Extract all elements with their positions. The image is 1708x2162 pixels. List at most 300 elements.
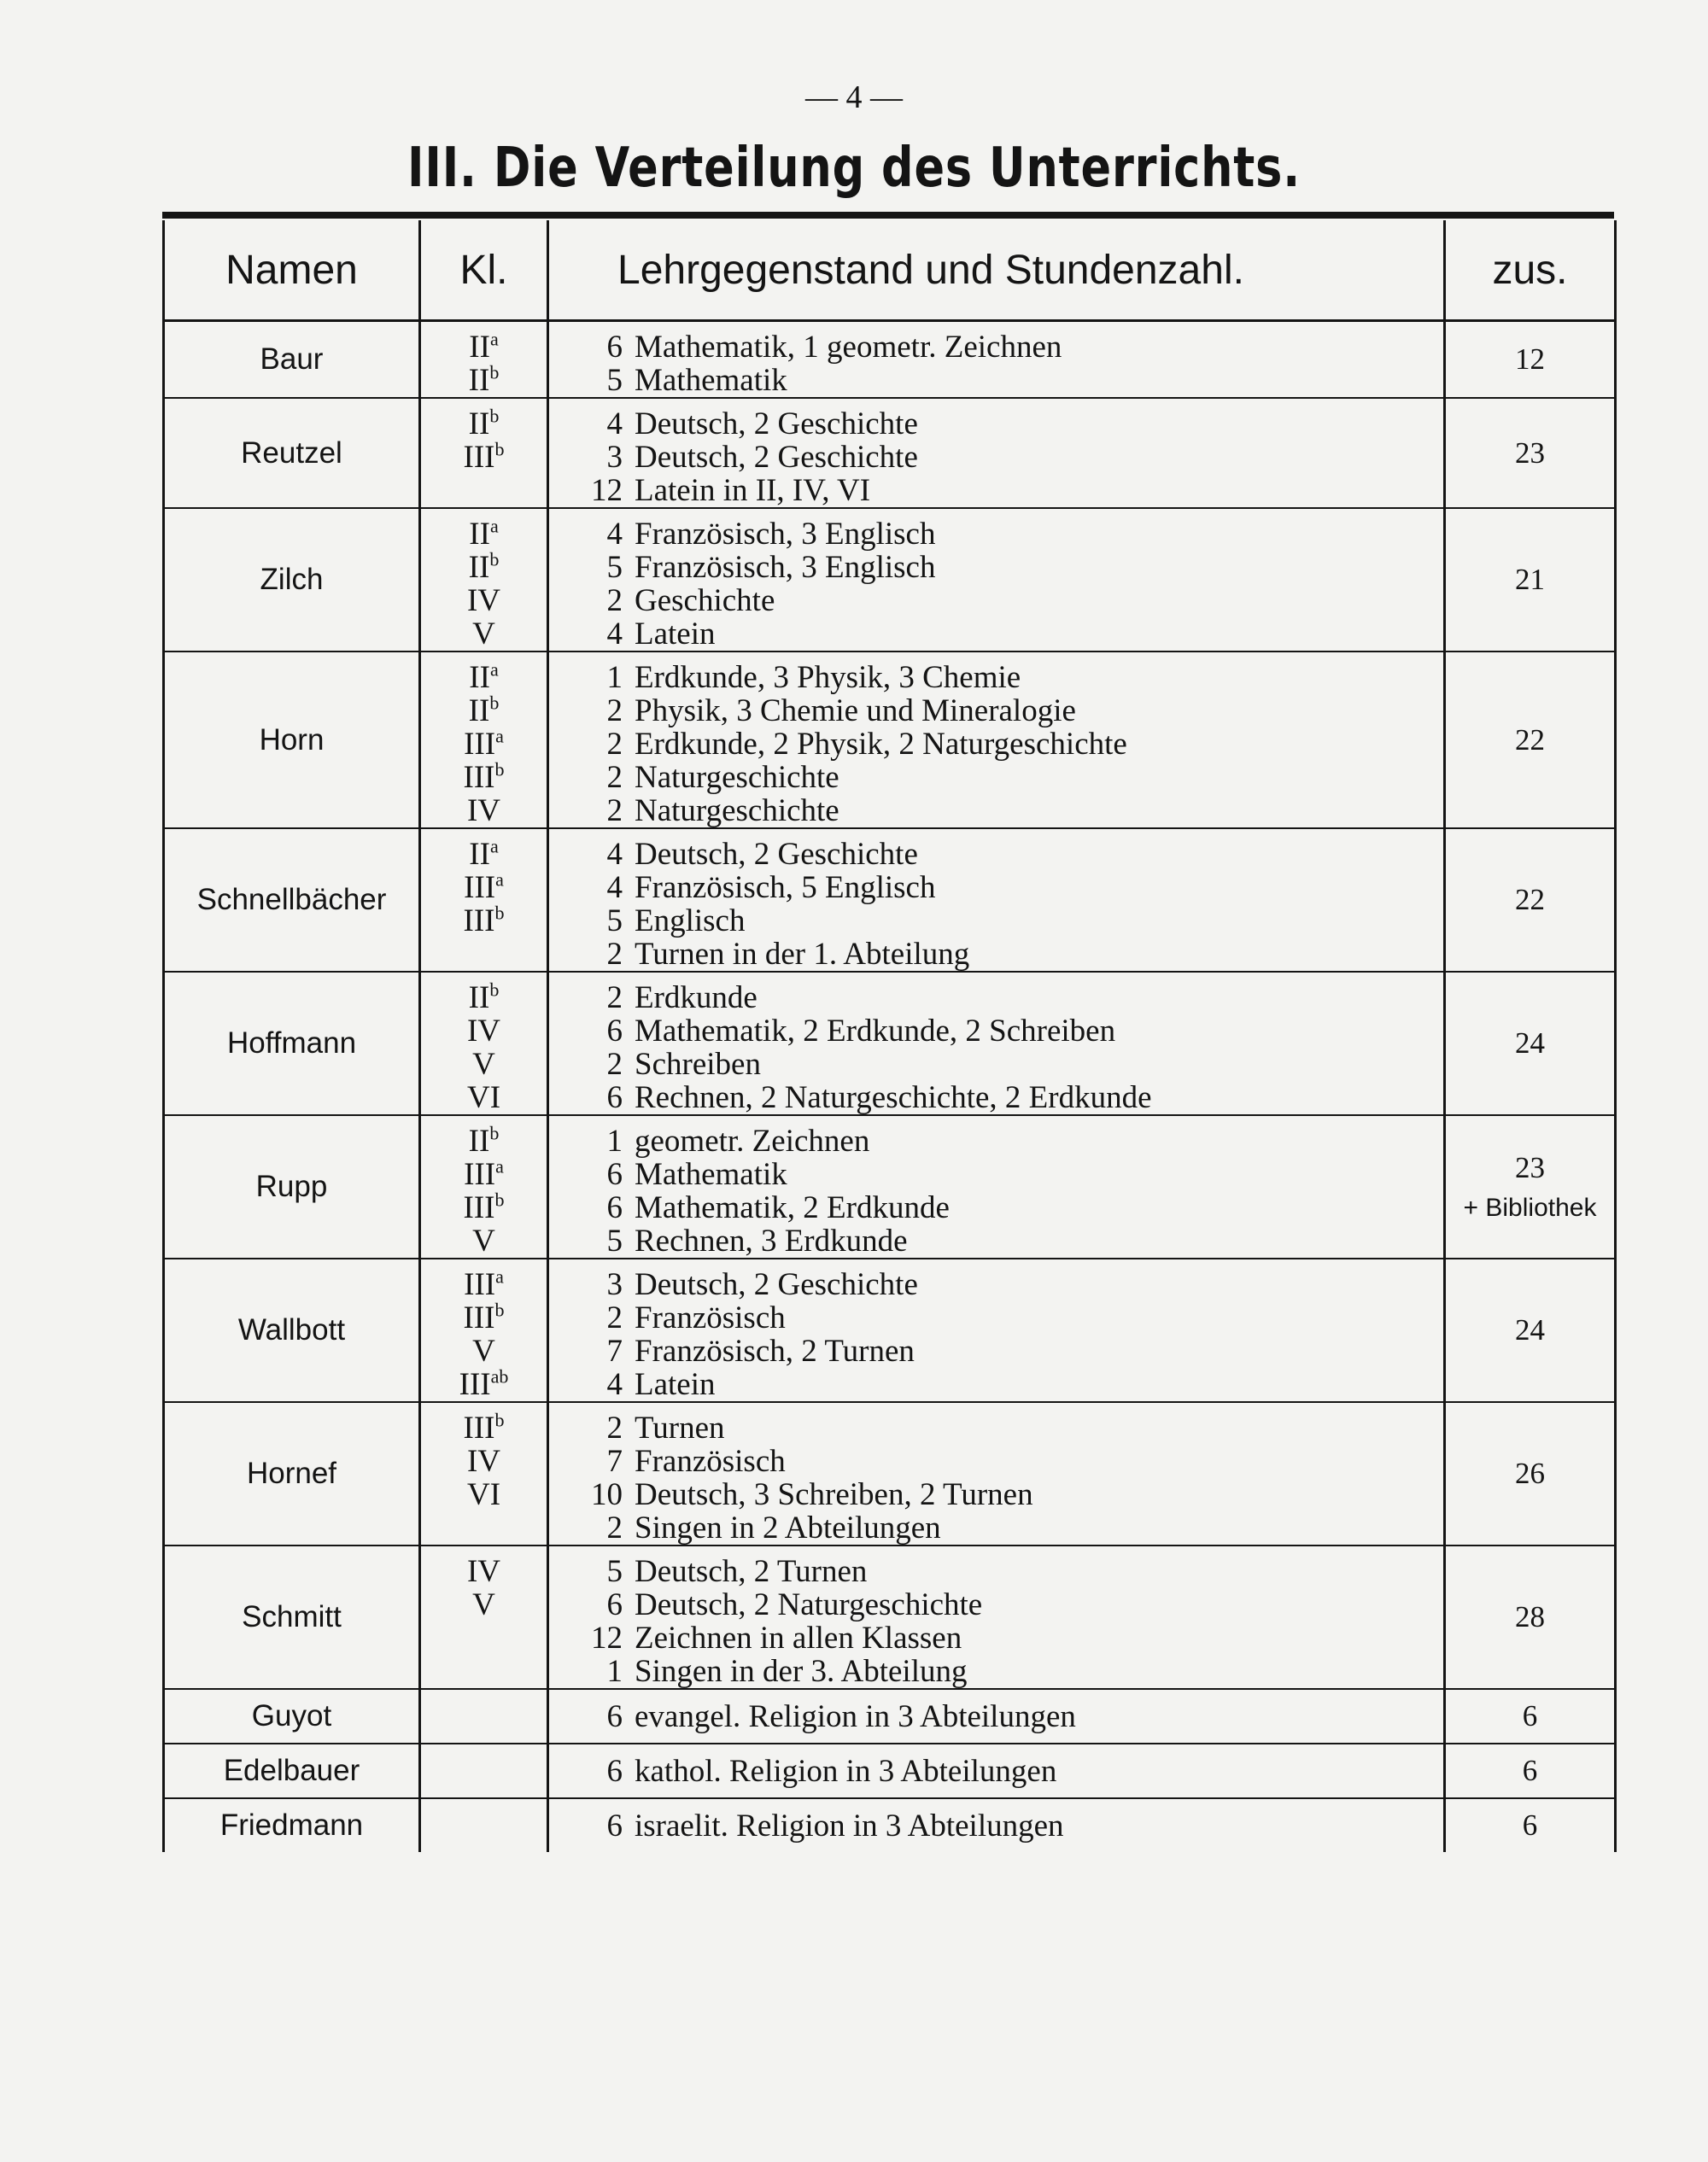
subject-text: Latein in II, IV, VI (635, 473, 871, 508)
class-label (421, 1365, 547, 1402)
class-cell (420, 1402, 548, 1546)
subject-text: Mathematik, 1 geometr. Zeichnen (635, 330, 1062, 365)
class-label (421, 407, 547, 441)
header-subject: Lehrgegenstand und Stundenzahl. (548, 220, 1445, 321)
class-base: III (464, 870, 496, 905)
class-section: b (494, 438, 505, 460)
total-hours: 26 (1515, 1457, 1545, 1490)
total-cell (1445, 1402, 1616, 1546)
subject-line (580, 1655, 1443, 1688)
subject-line (580, 1622, 1443, 1655)
class-label (421, 1411, 547, 1445)
total-hours: 23 (1515, 435, 1545, 470)
subject-hours: 2 (606, 583, 623, 618)
subject-line (580, 1588, 1443, 1622)
subject-text: Deutsch, 2 Naturgeschichte (635, 1587, 983, 1622)
subject-text: Erdkunde, 2 Physik, 2 Naturgeschichte (635, 727, 1127, 762)
teacher-name: Zilch (164, 508, 420, 652)
subject-line (580, 1809, 1443, 1843)
subject-hours: 6 (606, 1753, 623, 1789)
subject-text: Französisch (635, 1444, 786, 1479)
table-row (164, 321, 1616, 399)
class-label (421, 1445, 547, 1478)
teacher-name: Hoffmann (164, 972, 420, 1115)
class-cell (420, 1259, 548, 1402)
class-base: III (464, 1267, 496, 1302)
subject-text: Deutsch, 3 Schreiben, 2 Turnen (635, 1477, 1033, 1512)
class-label (421, 1224, 547, 1258)
class-label (421, 1335, 547, 1368)
subject-line (580, 330, 1443, 364)
class-label (421, 1555, 547, 1588)
subject-line (580, 441, 1443, 474)
subject-line (580, 938, 1443, 971)
total-cell (1445, 972, 1616, 1115)
total-hours: 21 (1515, 563, 1545, 596)
subject-line (580, 838, 1443, 871)
total-cell (1445, 398, 1616, 508)
class-section: b (489, 405, 500, 427)
class-base: IV (466, 1554, 501, 1589)
subject-text: Naturgeschichte (635, 760, 839, 795)
class-section: a (495, 1265, 504, 1288)
class-cell (420, 828, 548, 972)
total-hours: 24 (1515, 1026, 1545, 1060)
total-hours: 6 (1522, 1808, 1538, 1842)
class-base: II (469, 517, 490, 552)
table-row (164, 1689, 1616, 1744)
total-hours: 22 (1515, 722, 1545, 757)
subject-line (580, 1411, 1443, 1445)
subject-line (580, 1755, 1443, 1788)
class-cell (420, 972, 548, 1115)
class-section: a (495, 868, 504, 891)
class-base: V (472, 1047, 495, 1082)
table-row (164, 1744, 1616, 1798)
class-cell (420, 1115, 548, 1259)
class-cell (420, 1744, 548, 1798)
header-class: Kl. (420, 220, 548, 321)
teacher-name: Baur (164, 321, 420, 399)
class-base: III (463, 903, 495, 938)
subject-hours: 6 (606, 330, 623, 365)
subject-cell (548, 508, 1445, 652)
subject-text: Deutsch, 2 Geschichte (635, 406, 918, 441)
class-label (421, 1301, 547, 1335)
table-row (164, 972, 1616, 1115)
class-label (421, 904, 547, 938)
subject-line (580, 1478, 1443, 1511)
subject-text: evangel. Religion in 3 Abteilungen (635, 1698, 1076, 1734)
total-cell (1445, 1546, 1616, 1689)
subject-line (580, 904, 1443, 938)
subject-line (580, 1224, 1443, 1258)
subject-line (580, 661, 1443, 694)
subject-text: Französisch, 2 Turnen (635, 1334, 915, 1369)
class-label (421, 694, 547, 727)
total-extra-note: + Bibliothek (1463, 1194, 1597, 1222)
class-label (421, 1122, 547, 1159)
class-cell (420, 652, 548, 828)
subject-hours: 12 (591, 1621, 623, 1656)
class-label (421, 868, 547, 905)
subject-line (580, 1125, 1443, 1158)
total-cell (1445, 321, 1616, 399)
subject-line (580, 981, 1443, 1014)
class-base: V (472, 1587, 495, 1622)
subject-hours: 2 (606, 1411, 623, 1446)
class-section: b (494, 1409, 505, 1431)
teacher-name: Rupp (164, 1115, 420, 1259)
class-label (421, 1588, 547, 1622)
subject-hours: 3 (606, 1267, 623, 1302)
subject-text: Englisch (635, 903, 746, 938)
total-hours: 6 (1522, 1699, 1538, 1733)
table-row (164, 398, 1616, 508)
total-hours: 22 (1515, 883, 1545, 916)
subject-line (580, 1335, 1443, 1368)
subject-line (580, 871, 1443, 904)
class-section: b (489, 1122, 500, 1144)
subject-text: Mathematik (635, 1157, 787, 1192)
subject-line (580, 517, 1443, 551)
total-hours: 23 (1515, 1151, 1545, 1184)
table-row (164, 1546, 1616, 1689)
header-name: Namen (164, 220, 420, 321)
class-label (421, 548, 547, 585)
subject-text: Mathematik, 2 Erdkunde (635, 1190, 950, 1225)
total-cell (1445, 1798, 1616, 1852)
subject-hours: 2 (606, 727, 623, 762)
class-label (421, 617, 547, 651)
subject-line (580, 1445, 1443, 1478)
table-row (164, 1402, 1616, 1546)
table-row (164, 1259, 1616, 1402)
subject-hours: 4 (606, 1367, 623, 1402)
subject-text: Rechnen, 3 Erdkunde (635, 1224, 908, 1259)
class-base: II (468, 550, 490, 585)
teaching-distribution-table (162, 220, 1617, 1852)
teacher-name: Schmitt (164, 1546, 420, 1689)
top-rule (162, 212, 1614, 219)
teacher-name: Guyot (164, 1689, 420, 1744)
class-base: III (463, 1411, 495, 1446)
subject-text: Mathematik, 2 Erdkunde, 2 Schreiben (635, 1014, 1116, 1049)
subject-cell (548, 1546, 1445, 1689)
subject-hours: 5 (606, 550, 623, 585)
subject-text: Französisch, 3 Englisch (635, 517, 936, 552)
subject-hours: 6 (606, 1014, 623, 1049)
class-base: II (468, 693, 490, 728)
subject-line (580, 364, 1443, 397)
subject-text: Erdkunde, 3 Physik, 3 Chemie (635, 660, 1021, 695)
teacher-name: Horn (164, 652, 420, 828)
subject-hours: 2 (606, 1047, 623, 1082)
teacher-name: Schnellbächer (164, 828, 420, 972)
teacher-name: Wallbott (164, 1259, 420, 1402)
subject-hours: 10 (591, 1477, 623, 1512)
table-row (164, 652, 1616, 828)
class-base: II (469, 837, 490, 872)
subject-cell (548, 1689, 1445, 1744)
subject-text: Deutsch, 2 Geschichte (635, 1267, 918, 1302)
subject-hours: 5 (606, 903, 623, 938)
class-label (421, 438, 547, 475)
subject-hours: 5 (606, 363, 623, 398)
subject-text: geometr. Zeichnen (635, 1124, 870, 1159)
total-cell (1445, 1259, 1616, 1402)
subject-cell (548, 1259, 1445, 1402)
class-label (421, 1191, 547, 1224)
class-label (421, 758, 547, 795)
subject-hours: 6 (606, 1080, 623, 1115)
class-label (421, 1265, 547, 1302)
subject-text: Französisch (635, 1300, 786, 1335)
subject-hours: 6 (606, 1808, 623, 1844)
header-total: zus. (1445, 220, 1616, 321)
subject-hours: 4 (606, 517, 623, 552)
total-hours: 28 (1515, 1600, 1545, 1633)
subject-line (580, 1081, 1443, 1114)
subject-text: kathol. Religion in 3 Abteilungen (635, 1753, 1057, 1789)
subject-cell (548, 1115, 1445, 1259)
subject-hours: 1 (606, 1124, 623, 1159)
subject-hours: 1 (606, 1654, 623, 1689)
class-base: IV (466, 1444, 501, 1479)
subject-line (580, 1700, 1443, 1733)
total-cell (1445, 828, 1616, 972)
class-label (421, 658, 547, 695)
subject-hours: 2 (606, 760, 623, 795)
class-base: II (468, 363, 490, 398)
total-hours: 12 (1515, 342, 1545, 376)
class-label (421, 1155, 547, 1192)
table-body (164, 321, 1616, 1853)
subject-cell (548, 828, 1445, 972)
subject-text: Mathematik (635, 363, 787, 398)
subject-line (580, 551, 1443, 584)
subject-text: Französisch, 5 Englisch (635, 870, 936, 905)
class-base: IV (466, 583, 501, 618)
teacher-name: Hornef (164, 1402, 420, 1546)
subject-text: Turnen in der 1. Abteilung (635, 937, 970, 972)
teacher-name: Reutzel (164, 398, 420, 508)
total-cell (1445, 1744, 1616, 1798)
subject-cell (548, 652, 1445, 828)
class-section: a (495, 725, 504, 747)
subject-hours: 2 (606, 1510, 623, 1546)
subject-hours: 7 (606, 1444, 623, 1479)
class-base: II (468, 1124, 490, 1159)
subject-line (580, 1014, 1443, 1048)
class-base: VI (466, 1080, 501, 1115)
subject-hours: 5 (606, 1224, 623, 1259)
subject-text: Deutsch, 2 Geschichte (635, 837, 918, 872)
class-base: II (468, 406, 490, 441)
subject-text: Rechnen, 2 Naturgeschichte, 2 Erdkunde (635, 1080, 1152, 1115)
class-section: a (489, 515, 499, 537)
subject-hours: 6 (606, 1157, 623, 1192)
class-label (421, 517, 547, 551)
subject-line (580, 617, 1443, 651)
table-row (164, 828, 1616, 972)
subject-hours: 5 (606, 1554, 623, 1589)
class-label (421, 835, 547, 872)
class-base: III (464, 1157, 496, 1192)
class-base: VI (466, 1477, 501, 1512)
class-label (421, 794, 547, 827)
subject-hours: 1 (606, 660, 623, 695)
class-cell (420, 1546, 548, 1689)
class-section: a (489, 658, 499, 681)
class-base: III (463, 1300, 495, 1335)
subject-line (580, 1158, 1443, 1191)
class-base: III (463, 760, 495, 795)
subject-hours: 6 (606, 1698, 623, 1734)
total-hours: 24 (1515, 1313, 1545, 1347)
subject-text: israelit. Religion in 3 Abteilungen (635, 1808, 1064, 1844)
subject-line (580, 1368, 1443, 1401)
class-section: a (495, 1155, 504, 1177)
class-section: b (489, 692, 500, 714)
table-row (164, 1115, 1616, 1259)
class-section: b (489, 361, 500, 383)
subject-cell (548, 972, 1445, 1115)
subject-line (580, 794, 1443, 827)
class-base: IV (466, 793, 501, 828)
subject-cell (548, 1798, 1445, 1852)
class-cell (420, 1798, 548, 1852)
subject-text: Französisch, 3 Englisch (635, 550, 936, 585)
class-cell (420, 508, 548, 652)
subject-text: Singen in 2 Abteilungen (635, 1510, 941, 1546)
subject-hours: 6 (606, 1190, 623, 1225)
subject-line (580, 407, 1443, 441)
subject-text: Naturgeschichte (635, 793, 839, 828)
class-section: b (494, 1189, 505, 1211)
subject-line (580, 727, 1443, 761)
total-cell (1445, 508, 1616, 652)
subject-cell (548, 321, 1445, 399)
subject-text: Erdkunde (635, 980, 757, 1015)
page-number: — 4 — (805, 79, 903, 115)
teacher-name: Edelbauer (164, 1744, 420, 1798)
class-section: a (489, 328, 499, 350)
class-base: V (472, 1334, 495, 1369)
page-title: III. Die Verteilung des Unterrichts. (407, 137, 1301, 200)
subject-text: Latein (635, 1367, 716, 1402)
subject-hours: 4 (606, 406, 623, 441)
class-label (421, 981, 547, 1014)
class-label (421, 1048, 547, 1081)
subject-hours: 4 (606, 616, 623, 652)
class-base: V (472, 616, 495, 652)
table-header-row (164, 220, 1616, 321)
subject-hours: 2 (606, 937, 623, 972)
class-label (421, 1014, 547, 1048)
class-label (421, 584, 547, 617)
subject-cell (548, 1402, 1445, 1546)
subject-hours: 2 (606, 980, 623, 1015)
class-cell (420, 321, 548, 399)
class-label (421, 361, 547, 398)
teaching-distribution-table-wrap (162, 212, 1614, 1852)
total-cell (1445, 1115, 1616, 1259)
class-cell (420, 398, 548, 508)
table-row (164, 508, 1616, 652)
class-label (421, 727, 547, 761)
total-cell (1445, 1689, 1616, 1744)
class-base: II (469, 330, 490, 365)
subject-hours: 7 (606, 1334, 623, 1369)
subject-hours: 6 (606, 1587, 623, 1622)
subject-line (580, 694, 1443, 727)
class-section: a (489, 835, 499, 857)
subject-line (580, 1511, 1443, 1545)
class-base: V (472, 1224, 495, 1259)
class-base: III (459, 1367, 491, 1402)
subject-cell (548, 398, 1445, 508)
class-base: IV (466, 1014, 501, 1049)
subject-text: Turnen (635, 1411, 725, 1446)
subject-line (580, 474, 1443, 507)
class-section: b (494, 902, 505, 924)
subject-text: Deutsch, 2 Turnen (635, 1554, 868, 1589)
subject-line (580, 1268, 1443, 1301)
subject-hours: 4 (606, 870, 623, 905)
subject-cell (548, 1744, 1445, 1798)
subject-hours: 4 (606, 837, 623, 872)
class-section: b (489, 548, 500, 570)
teacher-name: Friedmann (164, 1798, 420, 1852)
class-base: III (463, 440, 495, 475)
total-hours: 6 (1522, 1754, 1538, 1787)
subject-hours: 2 (606, 793, 623, 828)
subject-line (580, 1048, 1443, 1081)
class-base: II (469, 660, 490, 695)
subject-text: Latein (635, 616, 716, 652)
class-base: III (463, 1190, 495, 1225)
subject-text: Geschichte (635, 583, 775, 618)
subject-text: Deutsch, 2 Geschichte (635, 440, 918, 475)
subject-line (580, 1555, 1443, 1588)
class-cell (420, 1689, 548, 1744)
subject-hours: 12 (591, 473, 623, 508)
subject-text: Singen in der 3. Abteilung (635, 1654, 968, 1689)
class-label (421, 1081, 547, 1114)
subject-line (580, 761, 1443, 794)
class-base: II (468, 980, 490, 1015)
class-section: ab (490, 1365, 509, 1388)
table-row (164, 1798, 1616, 1852)
subject-text: Zeichnen in allen Klassen (635, 1621, 962, 1656)
subject-line (580, 1301, 1443, 1335)
subject-hours: 3 (606, 440, 623, 475)
total-cell (1445, 652, 1616, 828)
class-section: b (494, 758, 505, 780)
subject-line (580, 1191, 1443, 1224)
subject-hours: 2 (606, 693, 623, 728)
class-label (421, 330, 547, 364)
class-section: b (489, 979, 500, 1001)
class-label (421, 1478, 547, 1511)
subject-hours: 2 (606, 1300, 623, 1335)
class-base: III (464, 727, 496, 762)
subject-line (580, 584, 1443, 617)
class-section: b (494, 1299, 505, 1321)
subject-text: Physik, 3 Chemie und Mineralogie (635, 693, 1076, 728)
subject-text: Schreiben (635, 1047, 761, 1082)
